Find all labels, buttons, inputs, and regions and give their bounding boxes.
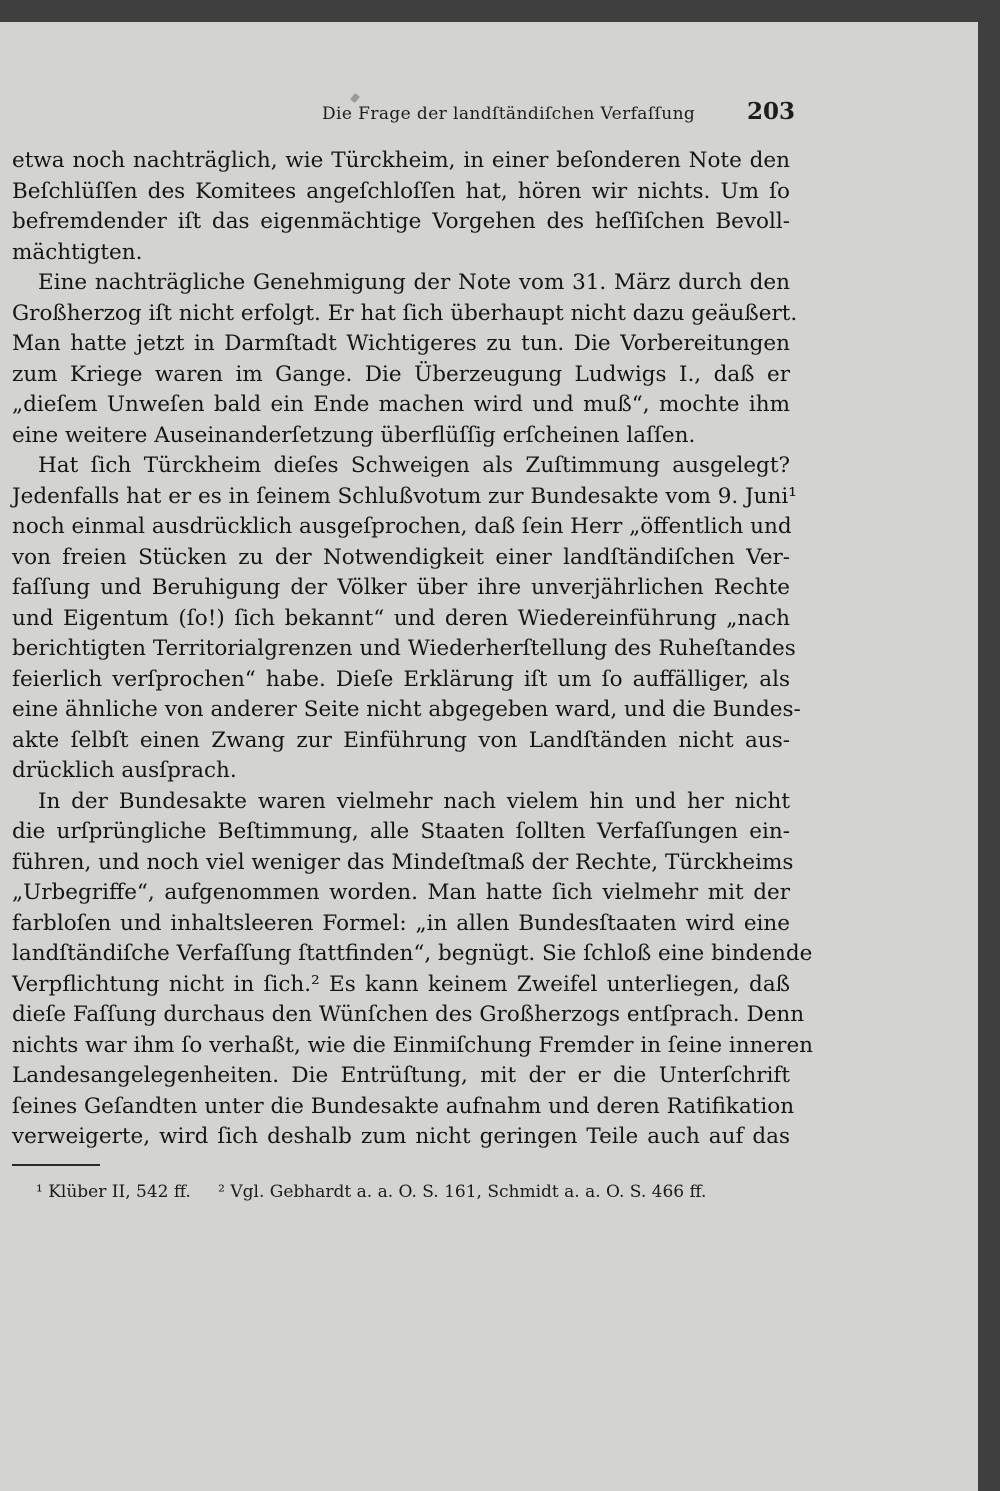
- text-line: „dieſem Unweſen bald ein Ende machen wird und muß“, mochte ihm: [12, 392, 790, 417]
- text-line: Landesangelegenheiten. Die Entrüſtung, mit der er die Unterſchrift: [12, 1063, 790, 1088]
- page-number: 203: [747, 98, 796, 125]
- text-line: etwa noch nachträglich, wie Türckheim, in einer beſonderen Note den: [12, 148, 790, 173]
- text-line: „Urbegriffe“, aufgenommen worden. Man hatte ſich vielmehr mit der: [12, 880, 790, 905]
- text-line: von freien Stücken zu der Notwendigkeit einer landſtändiſchen Ver-: [12, 544, 790, 570]
- page-header: [0, 96, 978, 136]
- text-line: die urſprüngliche Beſtimmung, alle Staaten ſollten Verfaſſungen ein-: [12, 819, 790, 844]
- main-text: [12, 146, 814, 1153]
- running-title: Die Frage der landſtändiſchen Verfaſſung: [322, 104, 696, 124]
- text-line: Man hatte jetzt in Darmſtadt Wichtigeres zu tun. Die Vorbereitungen: [12, 331, 790, 356]
- text-line: ſeines Geſandten unter die Bundesakte aufnahm und deren Ratifikation: [12, 1093, 795, 1119]
- text-line: mächtigten.: [12, 239, 143, 265]
- text-line: verweigerte, wird ſich deshalb zum nicht geringen Teile auch auf das: [12, 1124, 790, 1149]
- text-line: Eine nachträgliche Genehmigung der Note vom 31. März durch den: [38, 270, 790, 295]
- text-line: zum Kriege waren im Gange. Die Überzeugung Ludwigs I., daß er: [12, 361, 790, 387]
- text-line: Verpflichtung nicht in ſich.² Es kann keinem Zweifel unterliegen, daß: [12, 971, 790, 997]
- text-line: führen, und noch viel weniger das Mindeſtmaß der Rechte, Türckheims: [12, 849, 794, 875]
- footnote-2: ² Vgl. Gebhardt a. a. O. S. 161, Schmidt a. a. O. S. 466 ff.: [218, 1182, 707, 1202]
- text-line: befremdender iſt das eigenmächtige Vorgehen des heſſiſchen Bevoll-: [12, 209, 790, 234]
- footnote-1: ¹ Klüber II, 542 ff.: [36, 1182, 191, 1202]
- text-line: Großherzog iſt nicht erfolgt. Er hat ſich überhaupt nicht dazu geäußert.: [12, 300, 798, 326]
- footnote-divider: [12, 1164, 100, 1166]
- footnotes: [36, 1182, 796, 1202]
- text-line: landſtändiſche Verfaſſung ſtattfinden“, begnügt. Sie ſchloß eine bindende: [12, 941, 813, 966]
- text-line: noch einmal ausdrücklich ausgeſprochen, daß ſein Herr „öffentlich und: [12, 514, 792, 539]
- text-line: dieſe Faſſung durchaus den Wünſchen des Großherzogs entſprach. Denn: [12, 1002, 805, 1027]
- text-line: eine weitere Auseinanderſetzung überflüſſig erſcheinen laſſen.: [12, 422, 696, 448]
- text-line: drücklich ausſprach.: [12, 758, 237, 783]
- text-line: Beſchlüſſen des Komitees angeſchloſſen hat, hören wir nichts. Um ſo: [12, 178, 790, 204]
- text-line: und Eigentum (ſo!) ſich bekannt“ und deren Wiedereinführung „nach: [12, 605, 790, 631]
- text-line: Jedenfalls hat er es in ſeinem Schlußvotum zur Bundesakte vom 9. Juni¹: [12, 483, 797, 509]
- text-line: berichtigten Territorialgrenzen und Wiederherſtellung des Ruheſtandes: [12, 636, 796, 661]
- text-line: feierlich verſprochen“ habe. Dieſe Erklärung iſt um ſo auffälliger, als: [12, 666, 790, 692]
- text-line: farbloſen und inhaltsleeren Formel: „in allen Bundesſtaaten wird eine: [12, 910, 790, 936]
- text-line: eine ähnliche von anderer Seite nicht abgegeben ward, und die Bundes-: [12, 697, 801, 722]
- text-line: akte ſelbſt einen Zwang zur Einführung von Landſtänden nicht aus-: [12, 727, 790, 753]
- text-line: faſſung und Beruhigung der Völker über ihre unverjährlichen Rechte: [12, 575, 790, 600]
- text-line: Hat ſich Türckheim dieſes Schweigen als Zuſtimmung ausgelegt?: [38, 453, 790, 478]
- text-line: nichts war ihm ſo verhaßt, wie die Einmiſchung Fremder in ſeine inneren: [12, 1032, 814, 1058]
- text-line: In der Bundesakte waren vielmehr nach vielem hin und her nicht: [38, 788, 790, 814]
